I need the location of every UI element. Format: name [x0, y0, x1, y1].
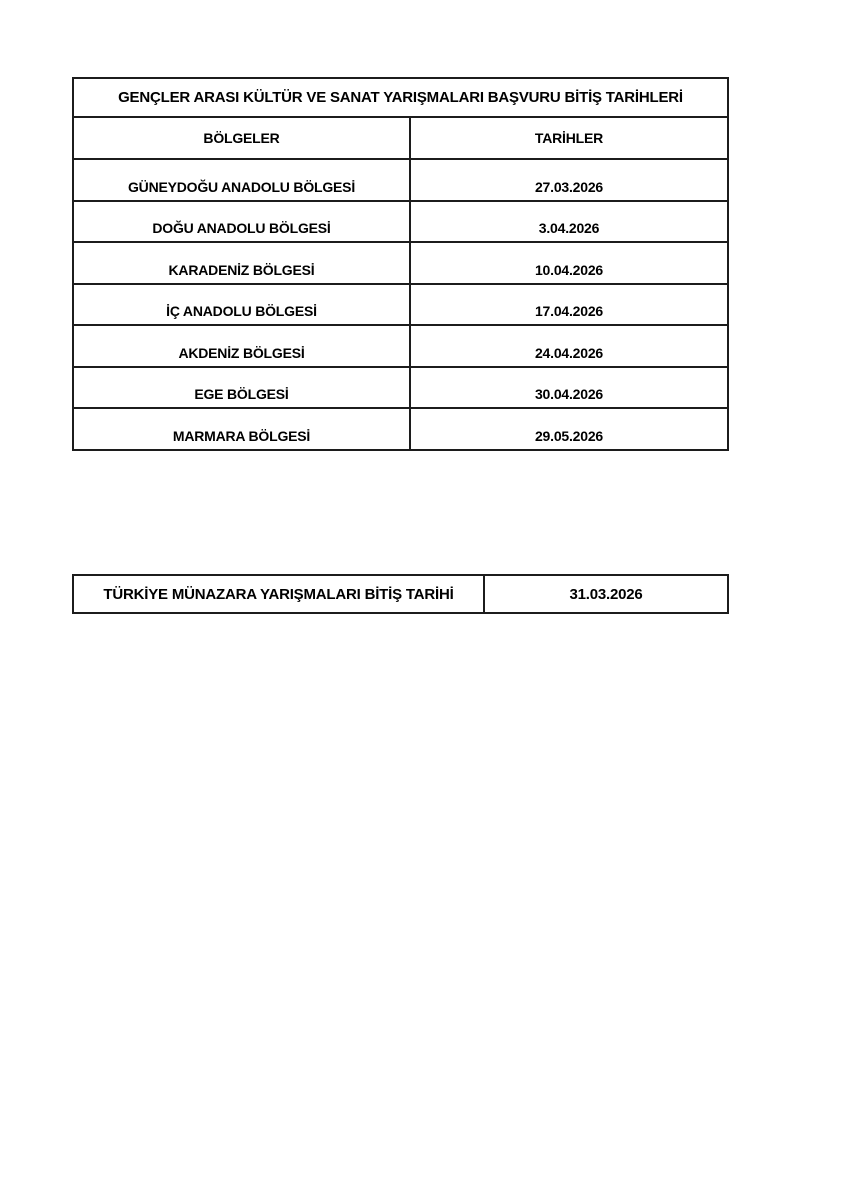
- region-cell: AKDENİZ BÖLGESİ: [73, 325, 410, 367]
- region-cell: DOĞU ANADOLU BÖLGESİ: [73, 201, 410, 243]
- date-cell: 30.04.2026: [410, 367, 728, 409]
- date-cell: 27.03.2026: [410, 159, 728, 201]
- table-row: [73, 325, 728, 367]
- table-row: [73, 408, 728, 450]
- region-cell: KARADENİZ BÖLGESİ: [73, 242, 410, 284]
- column-header-regions: BÖLGELER: [73, 117, 410, 159]
- date-cell: 29.05.2026: [410, 408, 728, 450]
- table-row: [73, 284, 728, 326]
- table-row: [73, 159, 728, 201]
- region-cell: İÇ ANADOLU BÖLGESİ: [73, 284, 410, 326]
- debate-deadline-table: [72, 574, 729, 614]
- debate-label-cell: TÜRKİYE MÜNAZARA YARIŞMALARI BİTİŞ TARİHİ: [73, 575, 484, 613]
- table-row: [73, 201, 728, 243]
- table-row: [73, 242, 728, 284]
- table-header-row: [73, 117, 728, 159]
- table-row: [73, 367, 728, 409]
- region-cell: EGE BÖLGESİ: [73, 367, 410, 409]
- table-title: GENÇLER ARASI KÜLTÜR VE SANAT YARIŞMALARI BAŞVURU BİTİŞ TARİHLERİ: [73, 78, 728, 117]
- deadlines-table: [72, 77, 729, 451]
- debate-date-cell: 31.03.2026: [484, 575, 728, 613]
- date-cell: 17.04.2026: [410, 284, 728, 326]
- date-cell: 3.04.2026: [410, 201, 728, 243]
- date-cell: 10.04.2026: [410, 242, 728, 284]
- region-cell: GÜNEYDOĞU ANADOLU BÖLGESİ: [73, 159, 410, 201]
- column-header-dates: TARİHLER: [410, 117, 728, 159]
- table-row: [73, 575, 728, 613]
- table-title-row: [73, 78, 728, 117]
- date-cell: 24.04.2026: [410, 325, 728, 367]
- region-cell: MARMARA BÖLGESİ: [73, 408, 410, 450]
